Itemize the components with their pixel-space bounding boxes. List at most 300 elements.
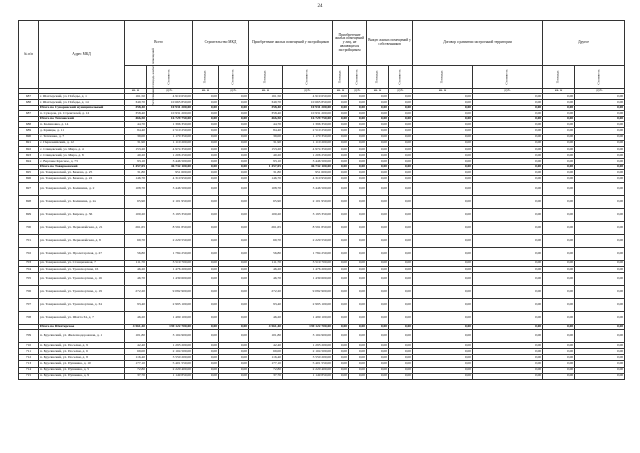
row-total-area: 4 561,40 — [125, 325, 147, 330]
header-construction: Строительство МКД — [193, 21, 249, 66]
row-contract-area: 0,00 — [413, 329, 473, 342]
row-number: 702 — [19, 247, 39, 260]
row-address: рп. Товарковский, ул. Шахта 34, д. 7 — [39, 312, 125, 325]
row-construction-area: 0,00 — [193, 234, 219, 247]
row-construction-cost: 0,00 — [219, 247, 249, 260]
row-buyout-area: 0,00 — [367, 208, 389, 221]
row-developer-area: 108,70 — [249, 182, 283, 195]
row-number: 715 — [19, 373, 39, 379]
row-total-area: 272,20 — [125, 286, 147, 299]
row-buyout-area: 0,00 — [367, 106, 389, 111]
row-contract-cost: 0,00 — [473, 153, 543, 159]
row-address: г. Шахтерский, ул. Победы, д. 1 — [39, 94, 125, 100]
row-contract-area: 0,00 — [413, 373, 473, 379]
row-developer-cost: 2 510 250,00 — [283, 128, 333, 134]
row-total-cost: 2 101 950,00 — [147, 195, 193, 208]
row-contract-area: 0,00 — [413, 146, 473, 152]
row-construction-cost: 0,00 — [219, 329, 249, 342]
row-construction-area: 0,00 — [193, 134, 219, 140]
row-developer-cost: 2 220 400,00 — [283, 367, 333, 373]
row-contract-area: 0,00 — [413, 134, 473, 140]
row-buyout-cost: 0,00 — [389, 195, 413, 208]
row-contract-cost: 0,00 — [473, 128, 543, 134]
row-buyout-area: 0,00 — [367, 273, 389, 286]
row-developer-area: 69,00 — [249, 349, 283, 355]
row-developer-cost: 1 439 600,00 — [283, 273, 333, 286]
row-contract-cost: 0,00 — [473, 208, 543, 221]
row-address: рп. Товарковский, ул. Пролетарская, д. 27 — [39, 247, 125, 260]
row-construction-area: 0,00 — [193, 329, 219, 342]
table-row — [19, 373, 625, 379]
subheader-cost: Стоимость — [473, 66, 543, 89]
row-total-area: 111,70 — [125, 260, 147, 266]
row-developer-cost: 2 104 500,00 — [283, 349, 333, 355]
unit-rub: руб. — [473, 89, 543, 94]
row-other-cost: 0,00 — [575, 159, 625, 165]
row-address: рп. Товарковский, ул. Станционная, 7 — [39, 260, 125, 266]
row-other-cost: 0,00 — [575, 140, 625, 146]
row-other-area: 0,00 — [543, 170, 575, 176]
row-construction-area: 0,00 — [193, 273, 219, 286]
row-number: 697 — [19, 182, 39, 195]
row-other-cost: 0,00 — [575, 134, 625, 140]
row-developer-area: 84,40 — [249, 128, 283, 134]
row-non-developer-area: 0,00 — [333, 128, 349, 134]
row-developer-cost: 9 082 900,00 — [283, 286, 333, 299]
row-address: Итого по Товарковский — [39, 165, 125, 170]
row-number: 710 — [19, 342, 39, 348]
row-other-area: 0,00 — [543, 325, 575, 330]
row-construction-area: 0,00 — [193, 176, 219, 182]
row-developer-cost: 3 193 350,00 — [283, 208, 333, 221]
row-number: 698 — [19, 195, 39, 208]
row-developer-cost: 3 104 900,00 — [283, 329, 333, 342]
row-construction-area: 0,00 — [193, 355, 219, 361]
table-row — [19, 221, 625, 234]
row-developer-cost: 4 974 350,00 — [283, 146, 333, 152]
row-construction-area: 0,00 — [193, 373, 219, 379]
row-contract-area: 0,00 — [413, 208, 473, 221]
row-other-cost: 0,00 — [575, 165, 625, 170]
row-total-area: 177,10 — [125, 361, 147, 367]
row-other-area: 0,00 — [543, 367, 575, 373]
row-total-cost: 1 396 350,00 — [147, 122, 193, 128]
row-total-area: 42,40 — [125, 342, 147, 348]
row-contract-cost: 0,00 — [473, 134, 543, 140]
row-developer-cost: 10 931 200,00 — [283, 106, 333, 111]
row-contract-area: 0,00 — [413, 106, 473, 111]
row-total-cost: 10 665 850,00 — [147, 100, 193, 106]
row-construction-area: 0,00 — [193, 106, 219, 111]
row-non-developer-area: 0,00 — [333, 234, 349, 247]
row-other-cost: 0,00 — [575, 176, 625, 182]
row-total-area: 72,80 — [125, 367, 147, 373]
row-developer-area: 153,20 — [249, 146, 283, 152]
row-other-area: 0,00 — [543, 165, 575, 170]
row-contract-cost: 0,00 — [473, 349, 543, 355]
row-other-area: 0,00 — [543, 329, 575, 342]
row-address: п. Калиновка, д. 14 — [39, 122, 125, 128]
row-developer-cost: 2 995 100,00 — [283, 299, 333, 312]
header-buyout: Выкуп жилых помещений у собственников — [367, 21, 413, 66]
row-developer-area: 4 561,40 — [249, 325, 283, 330]
row-number: 700 — [19, 221, 39, 234]
row-buyout-cost: 0,00 — [389, 342, 413, 348]
row-total-area: 44,70 — [125, 122, 147, 128]
row-address: с. Спицевский, ул. Мира, д. 4 — [39, 146, 125, 152]
row-construction-cost: 0,00 — [219, 122, 249, 128]
row-non-developer-cost: 0,00 — [349, 355, 367, 361]
row-buyout-cost: 0,00 — [389, 355, 413, 361]
row-buyout-area: 0,00 — [367, 349, 389, 355]
row-developer-cost: 46 732 100,00 — [283, 165, 333, 170]
row-other-cost: 0,00 — [575, 273, 625, 286]
row-other-cost: 0,00 — [575, 153, 625, 159]
row-other-area: 0,00 — [543, 182, 575, 195]
subheader-area: Площадь — [333, 66, 349, 89]
row-number: 703 — [19, 260, 39, 266]
header-territory-contract: Договор о развитии застроенной территории — [413, 21, 543, 66]
row-contract-area: 0,00 — [413, 342, 473, 348]
row-construction-area: 0,00 — [193, 247, 219, 260]
row-non-developer-area: 0,00 — [333, 134, 349, 140]
row-non-developer-cost: 0,00 — [349, 140, 367, 146]
row-buyout-cost: 0,00 — [389, 117, 413, 122]
row-non-developer-area: 0,00 — [333, 373, 349, 379]
row-buyout-cost: 0,00 — [389, 234, 413, 247]
row-non-developer-cost: 0,00 — [349, 170, 367, 176]
row-address: п. Брусянский, ул. Поселки, д. 6 — [39, 349, 125, 355]
row-developer-area: 37,70 — [249, 373, 283, 379]
row-total-area: 261,65 — [125, 221, 147, 234]
row-non-developer-area: 0,00 — [333, 266, 349, 272]
row-construction-area: 0,00 — [193, 94, 219, 100]
subheader-cost: Стоимость — [283, 66, 333, 89]
row-address: рп. Товарковский, ул. Кирова, д. 36 — [39, 208, 125, 221]
row-contract-cost: 0,00 — [473, 260, 543, 266]
row-developer-area: 358,40 — [249, 106, 283, 111]
row-construction-area: 0,00 — [193, 146, 219, 152]
row-construction-area: 0,00 — [193, 128, 219, 134]
row-contract-area: 0,00 — [413, 153, 473, 159]
row-buyout-area: 0,00 — [367, 221, 389, 234]
row-non-developer-cost: 0,00 — [349, 122, 367, 128]
row-non-developer-cost: 0,00 — [349, 367, 367, 373]
row-developer-cost: 3 550 200,00 — [283, 355, 333, 361]
row-construction-cost: 0,00 — [219, 208, 249, 221]
row-other-area: 0,00 — [543, 140, 575, 146]
row-address: п. Суворов, ул. Строителей, д. 12 — [39, 111, 125, 117]
row-number: 689 — [19, 128, 39, 134]
row-other-area: 0,00 — [543, 234, 575, 247]
row-non-developer-cost: 0,00 — [349, 260, 367, 266]
row-non-developer-cost: 0,00 — [349, 208, 367, 221]
row-other-cost: 0,00 — [575, 182, 625, 195]
row-developer-cost: 3 519 700,00 — [283, 260, 333, 266]
row-other-area: 0,00 — [543, 286, 575, 299]
row-total-area: 56,80 — [125, 247, 147, 260]
row-non-developer-area: 0,00 — [333, 221, 349, 234]
row-contract-cost: 0,00 — [473, 247, 543, 260]
row-construction-area: 0,00 — [193, 182, 219, 195]
row-other-cost: 0,00 — [575, 208, 625, 221]
table-row — [19, 182, 625, 195]
subheader-cost: Стоимость — [219, 66, 249, 89]
row-contract-area: 0,00 — [413, 266, 473, 272]
row-buyout-cost: 0,00 — [389, 165, 413, 170]
row-developer-area: 39,00 — [249, 134, 283, 140]
row-buyout-cost: 0,00 — [389, 329, 413, 342]
row-developer-cost: 1 784 250,00 — [283, 247, 333, 260]
row-contract-cost: 0,00 — [473, 361, 543, 367]
row-non-developer-area: 0,00 — [333, 273, 349, 286]
row-other-area: 0,00 — [543, 111, 575, 117]
row-total-cost: 2 220 400,00 — [147, 367, 193, 373]
row-buyout-area: 0,00 — [367, 128, 389, 134]
header-acquired-developer: Приобретение жилых помещений у застройщиков — [249, 21, 333, 66]
row-total-area: 146,70 — [125, 176, 147, 182]
row-buyout-area: 0,00 — [367, 146, 389, 152]
row-construction-area: 0,00 — [193, 159, 219, 165]
row-other-area: 0,00 — [543, 208, 575, 221]
row-address: п. Брусянский, ул. Железнодорожная, д. 1 — [39, 329, 125, 342]
table-body — [19, 94, 625, 380]
row-construction-cost: 0,00 — [219, 111, 249, 117]
table-row — [19, 312, 625, 325]
row-construction-cost: 0,00 — [219, 134, 249, 140]
row-construction-cost: 0,00 — [219, 273, 249, 286]
row-buyout-cost: 0,00 — [389, 94, 413, 100]
unit-sqm: кв. м — [333, 89, 349, 94]
row-other-area: 0,00 — [543, 176, 575, 182]
row-buyout-cost: 0,00 — [389, 100, 413, 106]
row-buyout-cost: 0,00 — [389, 153, 413, 159]
unit-sqm: кв. м — [413, 89, 473, 94]
row-total-area: 358,40 — [125, 106, 147, 111]
row-total-area: 93,10 — [125, 159, 147, 165]
row-buyout-area: 0,00 — [367, 329, 389, 342]
row-address: рп. Товарковский, ул. Трансвортная, д. 19 — [39, 286, 125, 299]
row-number: 688 — [19, 122, 39, 128]
row-construction-area: 0,00 — [193, 170, 219, 176]
row-address: п. Брусянский, ул. Пушкина, д. 10 — [39, 361, 125, 367]
subheader-cost: Стоимость — [389, 66, 413, 89]
row-total-cost: 3 446 500,00 — [147, 159, 193, 165]
row-number: 695 — [19, 170, 39, 176]
row-contract-cost: 0,00 — [473, 140, 543, 146]
row-non-developer-area: 0,00 — [333, 153, 349, 159]
row-address: с. Спицевский, ул. Мира, д. 8 — [39, 153, 125, 159]
row-buyout-area: 0,00 — [367, 111, 389, 117]
row-contract-area: 0,00 — [413, 260, 473, 266]
row-developer-area: 466,50 — [249, 117, 283, 122]
row-construction-cost: 0,00 — [219, 159, 249, 165]
row-non-developer-area: 0,00 — [333, 117, 349, 122]
row-number: 706 — [19, 286, 39, 299]
row-contract-area: 0,00 — [413, 361, 473, 367]
row-non-developer-cost: 0,00 — [349, 153, 367, 159]
row-buyout-cost: 0,00 — [389, 361, 413, 367]
row-total-cost: 2 510 250,00 — [147, 128, 193, 134]
row-other-area: 0,00 — [543, 247, 575, 260]
header-address: Адрес МКД — [39, 21, 125, 89]
row-contract-cost: 0,00 — [473, 373, 543, 379]
header-row-main — [19, 21, 625, 66]
row-construction-cost: 0,00 — [219, 299, 249, 312]
row-buyout-area: 0,00 — [367, 170, 389, 176]
row-non-developer-cost: 0,00 — [349, 312, 367, 325]
row-construction-area: 0,00 — [193, 140, 219, 146]
row-address: рп. Товарковский, ул. Калинина, д. 2а — [39, 195, 125, 208]
row-total-cost: 4 919 650,00 — [147, 94, 193, 100]
row-contract-cost: 0,00 — [473, 367, 543, 373]
row-construction-area: 0,00 — [193, 349, 219, 355]
row-non-developer-area: 0,00 — [333, 146, 349, 152]
row-total-area: 84,40 — [125, 128, 147, 134]
row-buyout-cost: 0,00 — [389, 176, 413, 182]
unit-rub: руб. — [283, 89, 333, 94]
row-contract-area: 0,00 — [413, 159, 473, 165]
row-developer-area: 101,80 — [249, 329, 283, 342]
row-other-area: 0,00 — [543, 153, 575, 159]
row-number: 711 — [19, 349, 39, 355]
row-other-area: 0,00 — [543, 260, 575, 266]
row-developer-cost: 1 396 350,00 — [283, 122, 333, 128]
row-other-cost: 0,00 — [575, 100, 625, 106]
row-number: 693 — [19, 153, 39, 159]
row-total-area: 31,80 — [125, 170, 147, 176]
row-buyout-area: 0,00 — [367, 182, 389, 195]
row-total-area: 40,20 — [125, 153, 147, 159]
row-non-developer-area: 0,00 — [333, 208, 349, 221]
row-construction-area: 0,00 — [193, 312, 219, 325]
row-number: 714 — [19, 367, 39, 373]
row-buyout-area: 0,00 — [367, 234, 389, 247]
row-contract-area: 0,00 — [413, 273, 473, 286]
row-total-cost: 46 732 100,00 — [147, 165, 193, 170]
row-developer-cost: 1 110 200,00 — [283, 140, 333, 146]
row-contract-area: 0,00 — [413, 128, 473, 134]
row-non-developer-cost: 0,00 — [349, 195, 367, 208]
row-number: 687 — [19, 111, 39, 117]
row-contract-area: 0,00 — [413, 349, 473, 355]
row-total-cost: 2 229 550,00 — [147, 234, 193, 247]
row-non-developer-cost: 0,00 — [349, 100, 367, 106]
row-total-cost: 3 446 500,00 — [147, 182, 193, 195]
row-other-area: 0,00 — [543, 117, 575, 122]
row-number: 708 — [19, 312, 39, 325]
row-buyout-cost: 0,00 — [389, 286, 413, 299]
row-non-developer-cost: 0,00 — [349, 176, 367, 182]
row-non-developer-cost: 0,00 — [349, 159, 367, 165]
unit-sqm: кв. м — [125, 89, 147, 94]
row-other-area: 0,00 — [543, 106, 575, 111]
row-total-cost: 1 206 250,00 — [147, 153, 193, 159]
row-non-developer-area: 0,00 — [333, 176, 349, 182]
row-buyout-cost: 0,00 — [389, 247, 413, 260]
row-buyout-cost: 0,00 — [389, 106, 413, 111]
row-total-area: 101,80 — [125, 329, 147, 342]
row-other-area: 0,00 — [543, 159, 575, 165]
row-developer-area: 93,10 — [249, 159, 283, 165]
row-number: 704 — [19, 266, 39, 272]
row-contract-cost: 0,00 — [473, 312, 543, 325]
subheader-area: Площадь — [193, 66, 219, 89]
row-construction-cost: 0,00 — [219, 117, 249, 122]
row-developer-area: 358,40 — [249, 111, 283, 117]
row-buyout-area: 0,00 — [367, 153, 389, 159]
row-number: 692 — [19, 146, 39, 152]
row-construction-area: 0,00 — [193, 325, 219, 330]
unit-sqm: кв. м — [367, 89, 389, 94]
row-number: 699 — [19, 208, 39, 221]
row-buyout-cost: 0,00 — [389, 221, 413, 234]
row-contract-area: 0,00 — [413, 367, 473, 373]
row-total-area: 1 457,05 — [125, 165, 147, 170]
row-number: 707 — [19, 299, 39, 312]
row-other-cost: 0,00 — [575, 94, 625, 100]
row-number: 696 — [19, 176, 39, 182]
row-developer-area: 100,20 — [249, 208, 283, 221]
row-non-developer-area: 0,00 — [333, 100, 349, 106]
row-buyout-area: 0,00 — [367, 176, 389, 182]
row-buyout-area: 0,00 — [367, 195, 389, 208]
row-other-cost: 0,00 — [575, 170, 625, 176]
row-non-developer-area: 0,00 — [333, 159, 349, 165]
row-contract-cost: 0,00 — [473, 286, 543, 299]
row-non-developer-area: 0,00 — [333, 325, 349, 330]
subheader-cost: Стоимость — [147, 66, 193, 89]
row-developer-area: 261,65 — [249, 221, 283, 234]
row-total-area: 65,90 — [125, 195, 147, 208]
row-contract-area: 0,00 — [413, 355, 473, 361]
row-total-cost: 1 476 200,00 — [147, 266, 193, 272]
table-row — [19, 195, 625, 208]
row-construction-cost: 0,00 — [219, 342, 249, 348]
row-buyout-cost: 0,00 — [389, 349, 413, 355]
row-other-area: 0,00 — [543, 312, 575, 325]
row-total-cost: 8 591 850,00 — [147, 221, 193, 234]
row-construction-cost: 0,00 — [219, 170, 249, 176]
row-buyout-cost: 0,00 — [389, 273, 413, 286]
row-construction-cost: 0,00 — [219, 367, 249, 373]
row-other-cost: 0,00 — [575, 266, 625, 272]
row-buyout-area: 0,00 — [367, 134, 389, 140]
row-contract-cost: 0,00 — [473, 329, 543, 342]
row-other-cost: 0,00 — [575, 117, 625, 122]
row-contract-area: 0,00 — [413, 221, 473, 234]
row-buyout-area: 0,00 — [367, 286, 389, 299]
row-number: 701 — [19, 234, 39, 247]
row-contract-cost: 0,00 — [473, 299, 543, 312]
row-total-area: 46,20 — [125, 312, 147, 325]
row-construction-area: 0,00 — [193, 367, 219, 373]
row-developer-area: 46,20 — [249, 312, 283, 325]
row-buyout-area: 0,00 — [367, 367, 389, 373]
row-non-developer-area: 0,00 — [333, 260, 349, 266]
unit-rub: руб. — [219, 89, 249, 94]
row-other-cost: 0,00 — [575, 373, 625, 379]
row-construction-area: 0,00 — [193, 165, 219, 170]
row-non-developer-area: 0,00 — [333, 106, 349, 111]
row-developer-cost: 2 101 950,00 — [283, 195, 333, 208]
row-buyout-cost: 0,00 — [389, 111, 413, 117]
row-total-cost: 4 310 950,00 — [147, 176, 193, 182]
row-buyout-cost: 0,00 — [389, 122, 413, 128]
row-non-developer-area: 0,00 — [333, 312, 349, 325]
header-no: № п/п — [19, 21, 39, 89]
row-buyout-area: 0,00 — [367, 165, 389, 170]
